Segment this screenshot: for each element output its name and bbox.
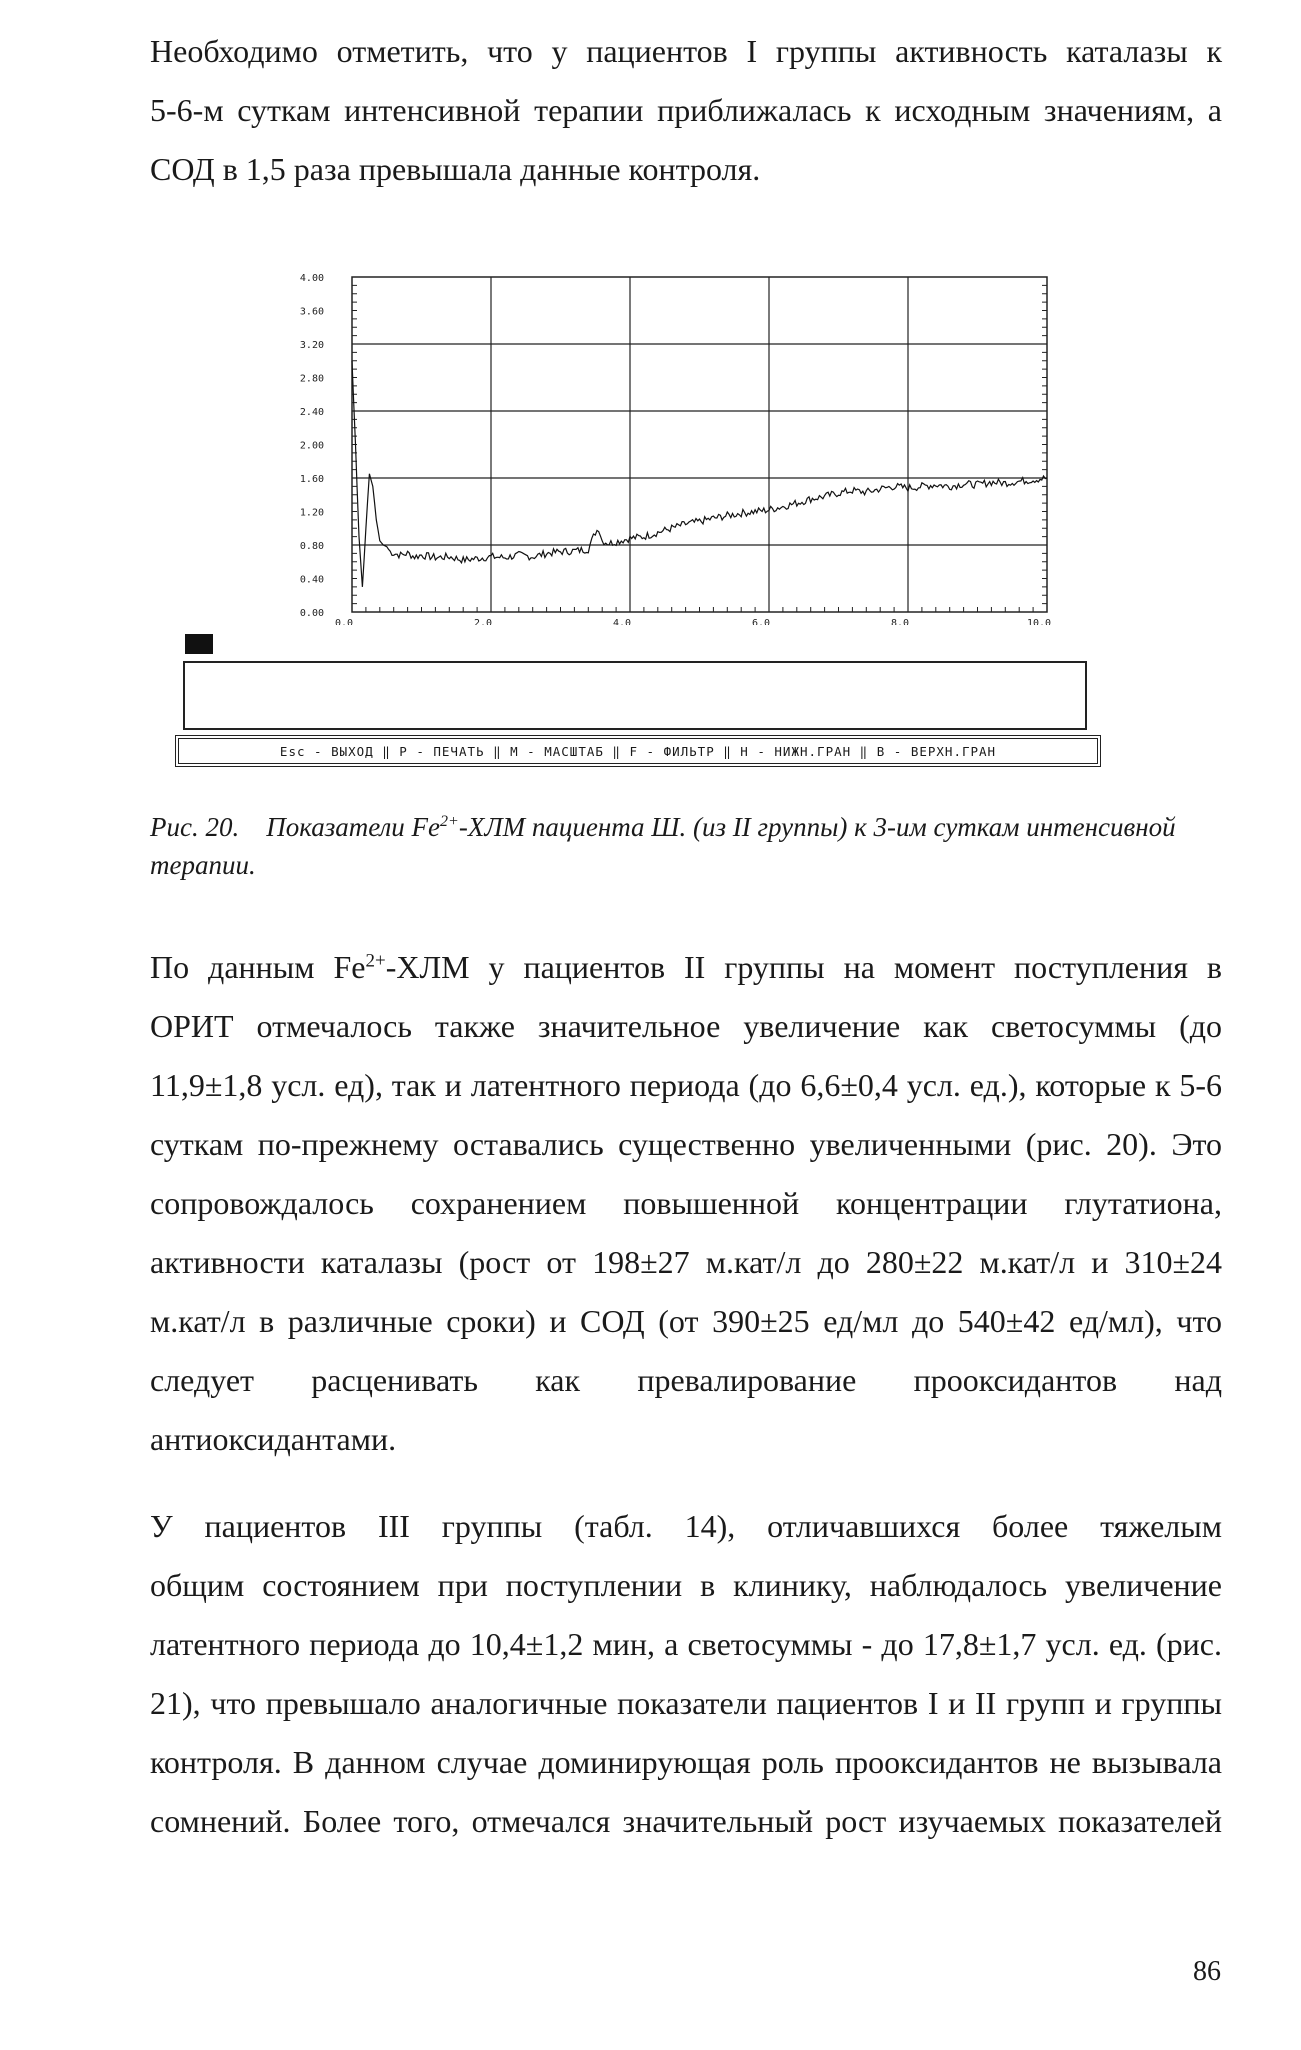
x-tick-label: 2.0 (473, 618, 493, 625)
x-tick-label: 0.0 (334, 618, 354, 625)
text-line: ОРИТ отмечалось также значительное увеличение как светосуммы (до (150, 1008, 1222, 1044)
superscript: 2+ (365, 950, 386, 972)
y-tick-label: 0.40 (299, 574, 324, 586)
text-line: 21), что превышало аналогичные показатели пациентов I и II групп и группы (150, 1685, 1222, 1721)
y-tick-label: 3.20 (299, 340, 324, 351)
chart-menu-bar (175, 735, 1101, 767)
plot-frame (352, 277, 1047, 612)
y-tick-label: 2.00 (299, 440, 324, 452)
text-line: 11,9±1,8 усл. ед), так и латентного периода (до 6,6±0,4 усл. ед.), которые к 5-6 (150, 1067, 1222, 1103)
paragraph-group3 (150, 1497, 1222, 1851)
x-tick-label: 8.0 (890, 618, 910, 625)
text-line: следует расценивать как превалирование прооксидантов над (150, 1362, 1222, 1398)
text-line: суткам по-прежнему оставались существенно увеличенными (рис. 20). Это (150, 1126, 1222, 1162)
text-fragment: По данным Fe (150, 949, 366, 985)
figure-caption (150, 808, 1222, 884)
text-line: антиоксидантами. (150, 1421, 397, 1457)
caption-text-after: -ХЛМ пациента Ш. (из II группы) к 3-им суткам интенсивной терапии. (150, 812, 1176, 880)
cursor-marker (185, 634, 213, 654)
y-tick-label: 4.00 (299, 273, 324, 284)
y-tick-label: 3.60 (299, 306, 324, 318)
y-tick-label: 0.80 (299, 541, 324, 552)
text-fragment: -ХЛМ у пациентов II группы на момент поступления в (385, 949, 1223, 985)
text-line: 5-6-м суткам интенсивной терапии приближалась к исходным значениям, а (150, 92, 1222, 128)
chemiluminescence-chart (262, 255, 1082, 625)
y-tick-label: 2.80 (299, 373, 324, 385)
y-tick-label: 2.40 (299, 407, 324, 418)
text-line: латентного периода до 10,4±1,2 мин, а светосуммы - до 17,8±1,7 усл. ед. (рис. (150, 1626, 1222, 1662)
x-tick-label: 6.0 (751, 618, 771, 625)
y-tick-label: 1.20 (299, 507, 324, 519)
caption-text-before: Показатели Fe (266, 812, 441, 842)
text-line: общим состоянием при поступлении в клинику, наблюдалось увеличение (150, 1567, 1222, 1603)
text-line (150, 938, 1222, 997)
text-line: У пациентов III группы (табл. 14), отличавшихся более тяжелым (150, 1508, 1222, 1544)
text-line: контроля. В данном случае доминирующая роль прооксидантов не вызывала (150, 1744, 1222, 1780)
text-line: Необходимо отметить, что у пациентов I группы активность каталазы к (150, 33, 1222, 69)
caption-superscript: 2+ (440, 813, 459, 830)
text-line: СОД в 1,5 раза превышала данные контроля. (150, 151, 761, 187)
caption-number: Рис. 20. (150, 812, 240, 842)
chart-menu-text: Esc - ВЫХОД ‖ P - ПЕЧАТЬ ‖ M - МАСШТАБ ‖ F - ФИЛЬТР ‖ H - НИЖН.ГРАН ‖ B - ВЕРХН.ГРАН (279, 743, 997, 759)
paragraph-intro (150, 22, 1222, 199)
page-number: 86 (1193, 1956, 1221, 1987)
chart-info-panel (183, 661, 1087, 730)
x-tick-label: 10.0 (1026, 618, 1052, 625)
text-line: сомнений. Более того, отмечался значительный рост изучаемых показателей (150, 1803, 1222, 1839)
y-tick-label: 0.00 (299, 608, 324, 619)
text-line: активности каталазы (рост от 198±27 м.кат/л до 280±22 м.кат/л и 310±24 (150, 1244, 1222, 1280)
text-line: м.кат/л в различные сроки) и СОД (от 390±25 ед/мл до 540±42 ед/мл), что (150, 1303, 1222, 1339)
y-tick-label: 1.60 (299, 474, 324, 485)
x-tick-label: 4.0 (612, 618, 632, 625)
paragraph-group2 (150, 938, 1222, 1469)
text-line: сопровождалось сохранением повышенной концентрации глутатиона, (150, 1185, 1222, 1221)
data-series-line (352, 361, 1047, 587)
